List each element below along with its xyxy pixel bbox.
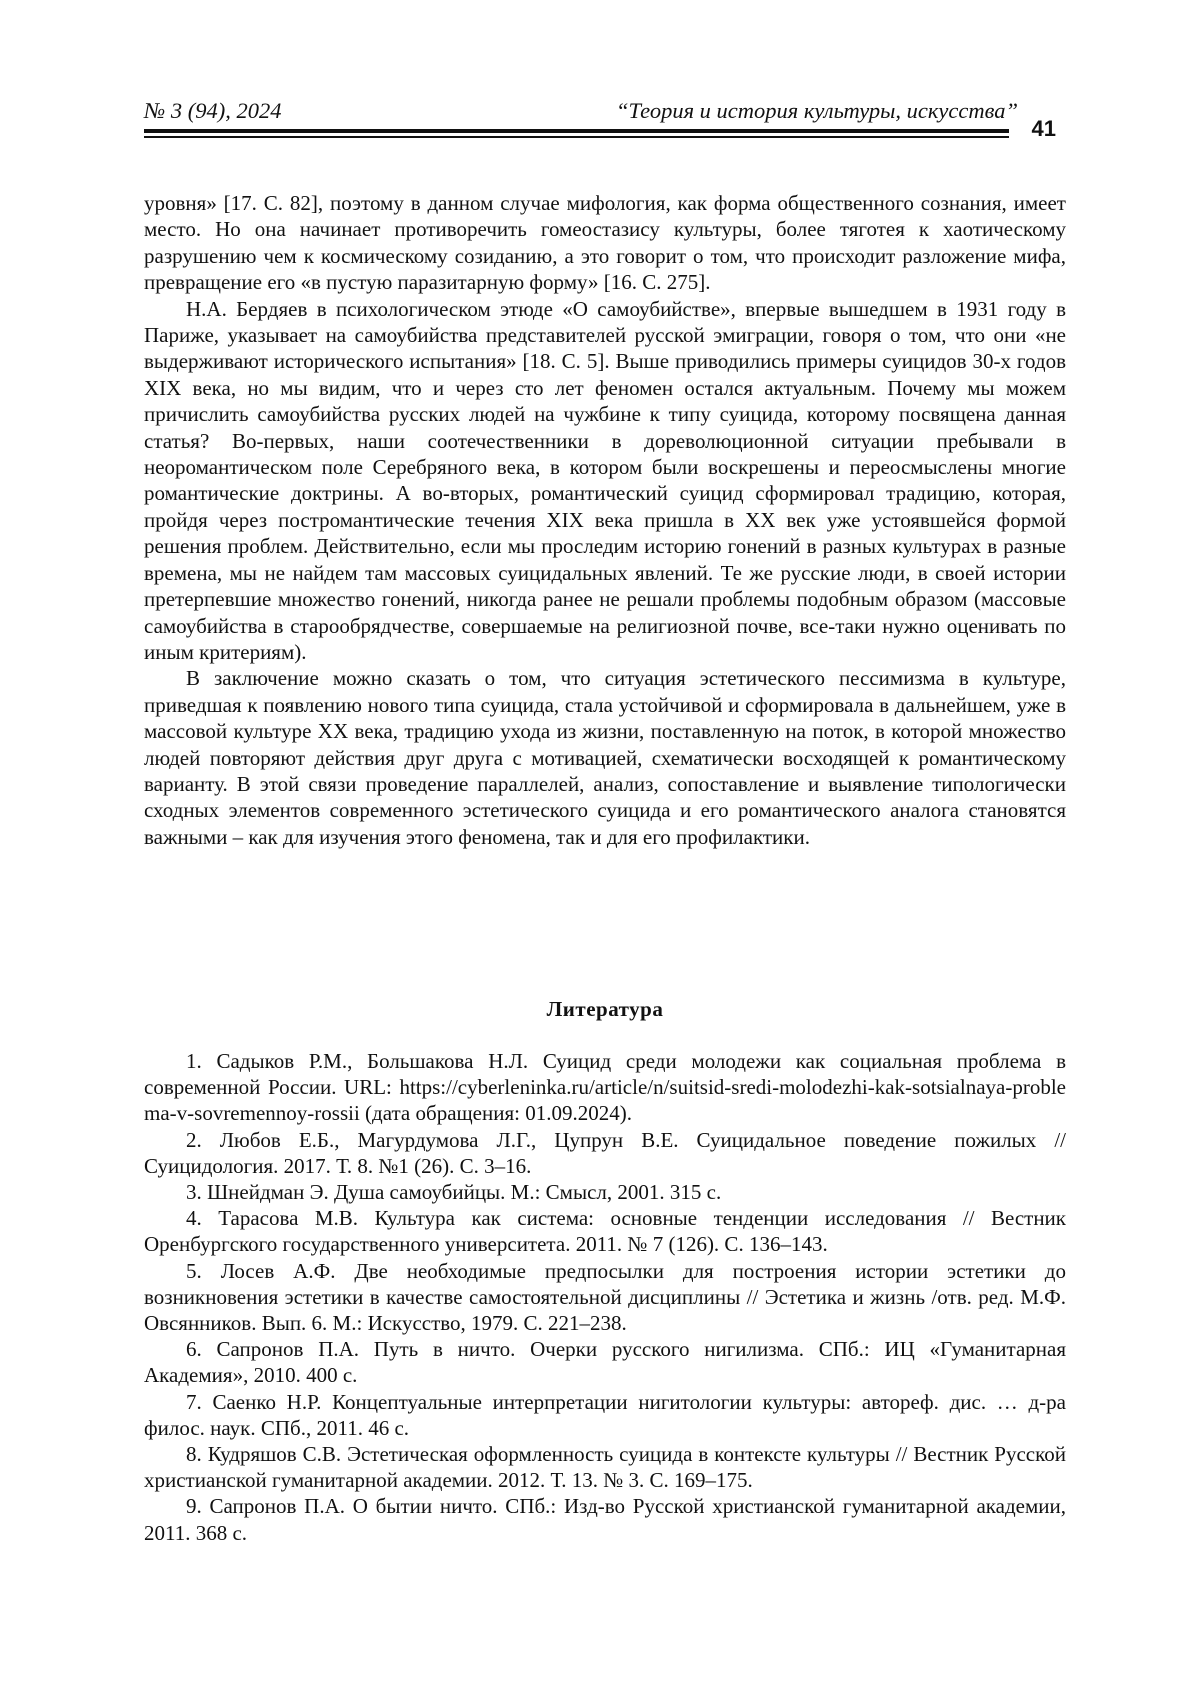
reference-item: 3. Шнейдман Э. Душа самоубийцы. М.: Смысл, 2001. 315 с. (186, 1180, 722, 1205)
journal-title: “Теория и история культуры, искусства” (615, 98, 1018, 123)
reference-tail: (дата обращения: 01.09.2024). (359, 1101, 632, 1126)
reference-list (144, 1048, 1066, 1546)
page-number: 41 (1031, 116, 1056, 141)
reference-text: 1. Садыков Р.М., Большакова Н.Л. Суицид среди молодежи как социальная проблема в современной России. URL: (144, 1049, 1066, 1100)
article-body (144, 190, 1066, 850)
reference-item: 7. Саенко Н.Р. Концептуальные интерпретации нигитологии культуры: автореф. дис. … д-ра филос. наук. СПб., 2011. 46 с. (144, 1389, 1066, 1440)
reference-url[interactable]: https://cyberleninka.ru/article/n/suitsid-sredi-molodezhi-kak-sotsialnaya-problema-v-sovremennoy-rossii (144, 1075, 1066, 1126)
literature-heading: Литература (546, 997, 664, 1021)
reference-item: 5. Лосев А.Ф. Две необходимые предпосылки для построения истории эстетики до возникновения эстетики в качестве самостоятельной дисциплины // Эстетика и жизнь /отв. ред. М.Ф. Овсянников. Вып. 6. М.: Искусство, 1979. С. 221–238. (144, 1258, 1066, 1336)
reference-item: 2. Любов Е.Б., Магурдумова Л.Г., Цупрун В.Е. Суицидальное поведение пожилых // Суицидология. 2017. Т. 8. №1 (26). С. 3–16. (144, 1127, 1066, 1178)
reference-item: 4. Тарасова М.В. Культура как система: основные тенденции исследования // Вестник Оренбургского государственного университета. 2011. № 7 (126). С. 136–143. (144, 1206, 1066, 1257)
header-rule-thin (144, 136, 1009, 138)
issue-number: № 3 (94), 2024 (144, 98, 282, 123)
reference-item (144, 1048, 1066, 1127)
paragraph: Н.А. Бердяев в психологическом этюде «О самоубийстве», впервые вышедшем в 1931 году в Париже, указывает на самоубийства представителей русской эмиграции, говоря о том, что они «не выдерживают исторического испытания» [18. С. 5]. Выше приводились примеры суицидов 30-х годов XIX века, но мы видим, что и через сто лет феномен остался актуальным. Почему мы можем причислить самоубийства русских людей на чужбине к типу суицида, которому посвящена данная статья? Во-первых, наши соотечественники в дореволюционной ситуации пребывали в неоромантическом поле Серебряного века, в котором были воскрешены и переосмыслены многие романтические доктрины. А во-вторых, романтический суицид сформировал традицию, которая, пройдя через постромантические течения XIX века пришла в XX век уже устоявшейся формой решения проблем. Действительно, если мы проследим историю гонений в разных культурах в разные времена, мы не найдем там массовых суицидальных явлений. Те же русские люди, в своей истории претерпевшие множество гонений, никогда ранее не решали проблемы подобным образом (массовые самоубийства в старообрядчестве, совершаемые на религиозной почве, все-таки нужно оценивать по иным критериям). (144, 296, 1066, 664)
header-rule-thick (144, 129, 1009, 133)
paragraph: В заключение можно сказать о том, что ситуация эстетического пессимизма в культуре, приведшая к появлению нового типа суицида, стала устойчивой и сформировала в дальнейшем, уже в массовой культуре XX века, традицию ухода из жизни, поставленную на поток, в которой множество людей повторяют действия друг друга с мотивацией, схематически восходящей к романтическому варианту. В этой связи проведение параллелей, анализ, сопоставление и выявление типологически сходных элементов современного эстетического суицида и его романтического аналога становятся важными – как для изучения этого феномена, так и для его профилактики. (144, 666, 1066, 849)
paragraph: уровня» [17. С. 82], поэтому в данном случае мифология, как форма общественного сознания, имеет место. Но она начинает противоречить гомеостазису культуры, более тяготея к хаотическому разрушению чем к космическому созиданию, а это говорит о том, что происходит разложение мифа, превращение его «в пустую паразитарную форму» [16. С. 275]. (144, 191, 1066, 295)
reference-item: 6. Сапронов П.А. Путь в ничто. Очерки русского нигилизма. СПб.: ИЦ «Гуманитарная Академия», 2010. 400 с. (144, 1337, 1066, 1388)
reference-item: 9. Сапронов П.А. О бытии ничто. СПб.: Изд-во Русской христианской гуманитарной академии, 2011. 368 с. (144, 1494, 1066, 1545)
reference-item: 8. Кудряшов С.В. Эстетическая оформленность суицида в контексте культуры // Вестник Русской христианской гуманитарной академии. 2012. Т. 13. № 3. С. 169–175. (144, 1442, 1066, 1493)
